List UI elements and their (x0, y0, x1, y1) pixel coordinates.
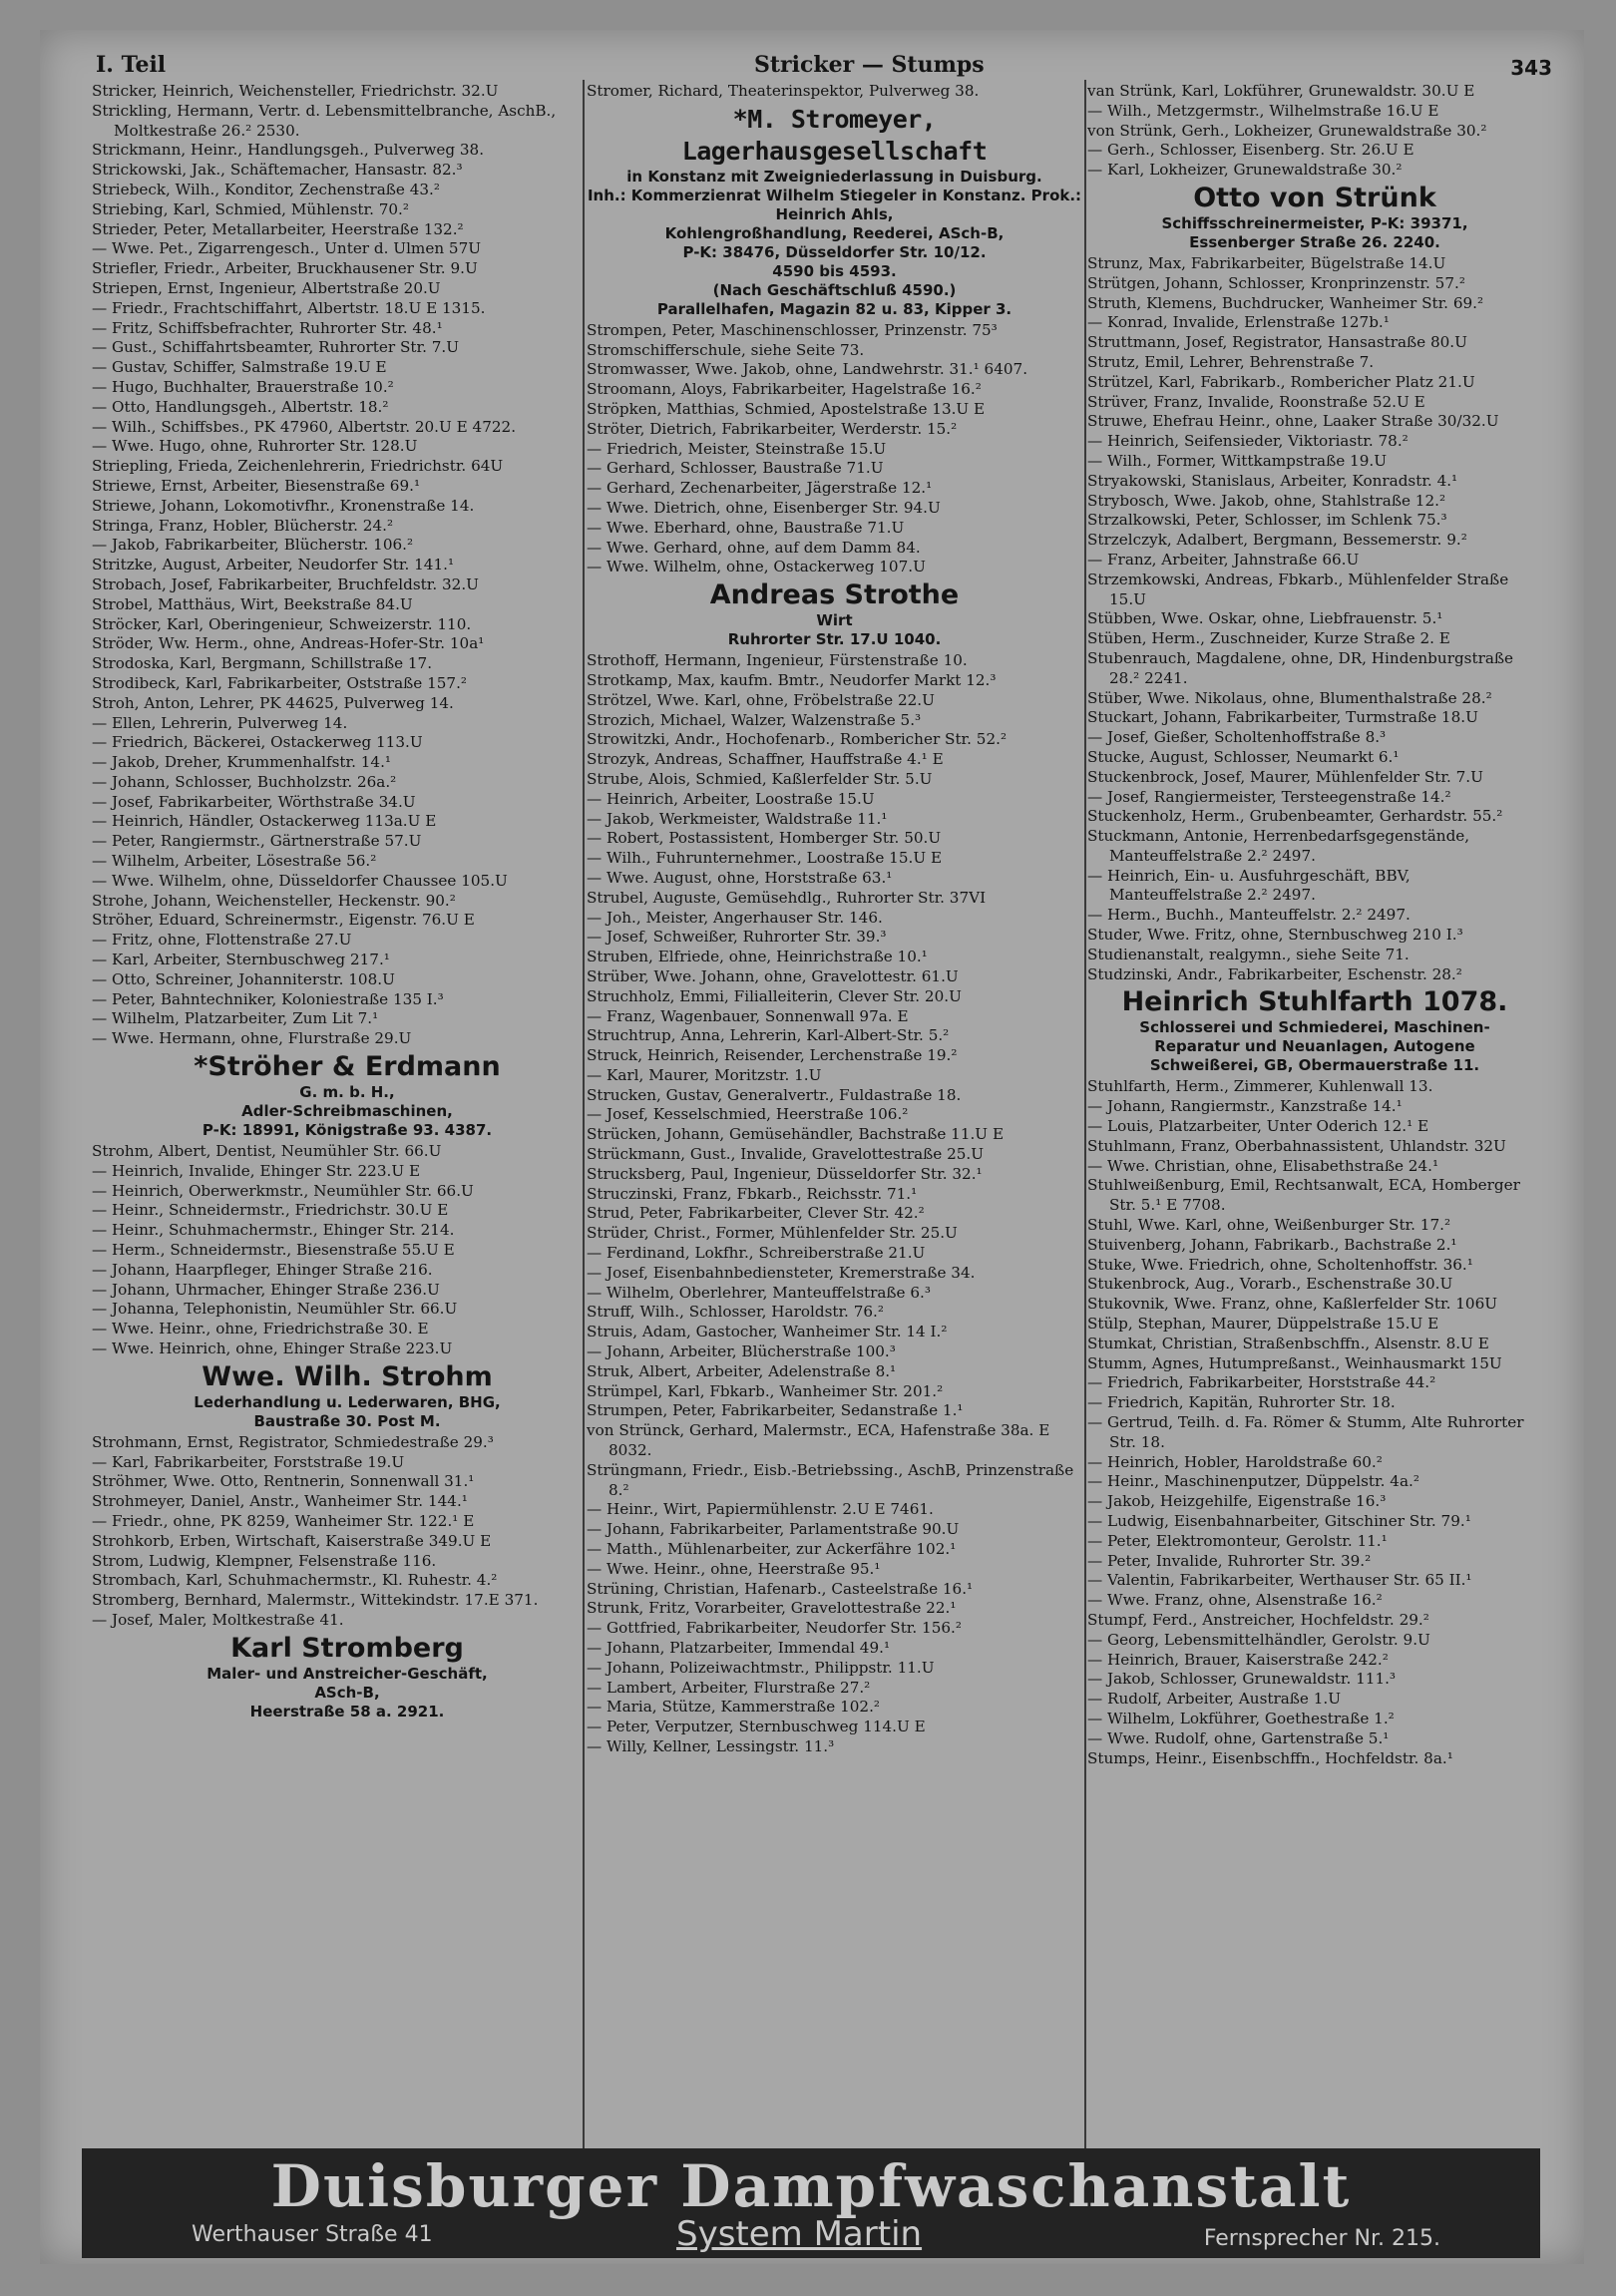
business-advertisement (587, 104, 1082, 319)
directory-entry: — Ellen, Lehrerin, Pulverweg 14. (92, 713, 348, 732)
directory-entry: — Joh., Meister, Angerhauser Str. 146. (587, 908, 883, 927)
directory-entry: Strickmann, Heinr., Handlungsgeh., Pulverweg 38. (92, 141, 485, 160)
directory-entry: Stuhlfarth, Herm., Zimmerer, Kuhlenwall 13. (1087, 1077, 1433, 1096)
advertisement-line: Kohlengroßhandlung, Reederei, ASch-B, (664, 223, 1005, 242)
directory-entry: — Wwe. Franz, ohne, Alsenstraße 16.² (1087, 1591, 1383, 1610)
directory-entry: Studer, Wwe. Fritz, ohne, Sternbuschweg 210 I.³ (1087, 926, 1463, 945)
advertisement-line: Heerstraße 58 a. 2921. (249, 1702, 445, 1721)
directory-entry: Strötzel, Wwe. Karl, ohne, Fröbelstraße 22.U (587, 690, 935, 709)
directory-entry: — Wwe. Hugo, ohne, Ruhrorter Str. 128.U (92, 437, 418, 456)
advertisement-line: Inh.: Kommerzienrat Wilhelm Stiegeler in Konstanz. Prok.: Heinrich Ahls, (587, 186, 1082, 223)
directory-entry: — Wwe. Wilhelm, ohne, Ostackerweg 107.U (587, 558, 926, 576)
directory-entry: Striefler, Friedr., Arbeiter, Bruckhausener Str. 9.U (92, 259, 478, 278)
directory-entry: Strucksberg, Paul, Ingenieur, Düsseldorfer Str. 32.¹ (587, 1164, 983, 1183)
directory-entry: Strotkamp, Max, kaufm. Bmtr., Neudorfer Markt 12.³ (587, 670, 997, 689)
directory-entry: — Wwe. Rudolf, ohne, Gartenstraße 5.¹ (1087, 1728, 1390, 1747)
directory-entry: Struff, Wilh., Schlosser, Haroldstr. 76.² (587, 1303, 884, 1322)
directory-entry: — Wwe. Dietrich, ohne, Eisenberger Str. 94.U (587, 498, 941, 517)
directory-entry: Studienanstalt, realgymn., siehe Seite 71. (1087, 945, 1410, 963)
directory-entry: Stroh, Anton, Lehrer, PK 44625, Pulverweg 14. (92, 693, 454, 712)
directory-entry: — Wilhelm, Oberlehrer, Manteuffelstraße 6.³ (587, 1283, 931, 1302)
directory-entry: Ströhmer, Wwe. Otto, Rentnerin, Sonnenwall 31.¹ (92, 1472, 475, 1491)
directory-entry: — Josef, Kesselschmied, Heerstraße 106.² (587, 1105, 909, 1124)
business-advertisement (92, 1633, 603, 1722)
directory-entry: — Friedrich, Kapitän, Ruhrorter Str. 18. (1087, 1393, 1396, 1412)
directory-entry: Strickowski, Jak., Schäftemacher, Hansastr. 82.³ (92, 161, 463, 180)
advertisement-name: Otto von Strünk (1193, 182, 1436, 213)
directory-entry: — Georg, Lebensmittelhändler, Gerolstr. 9.U (1087, 1630, 1430, 1649)
directory-entry: Strutz, Emil, Lehrer, Behrenstraße 7. (1087, 352, 1375, 371)
directory-entry: — Ferdinand, Lokfhr., Schreiberstraße 21.U (587, 1244, 926, 1263)
directory-entry: — Friedrich, Meister, Steinstraße 15.U (587, 439, 887, 458)
directory-entry: — Robert, Postassistent, Homberger Str. 50.U (587, 829, 942, 848)
directory-entry: — Peter, Rangiermstr., Gärtnerstraße 57.U (92, 832, 422, 851)
directory-entry: Striepling, Frieda, Zeichenlehrerin, Friedrichstr. 64U (92, 457, 504, 476)
running-head: Stricker — Stumps (754, 52, 985, 78)
directory-entry: Stromer, Richard, Theaterinspektor, Pulverweg 38. (587, 82, 980, 100)
directory-entry: — Heinr., Schuhmachermstr., Ehinger Str. 214. (92, 1221, 455, 1240)
banner-address: Werthauser Straße 41 (192, 2222, 433, 2247)
directory-entry: — Wwe. Heinrich, ohne, Ehinger Straße 223.U (92, 1339, 453, 1358)
directory-entry: Strozyk, Andreas, Schaffner, Hauffstraße 4.¹ E (587, 750, 944, 769)
directory-entry: Stringa, Franz, Hobler, Blücherstr. 24.² (92, 516, 394, 535)
advertisement-line: Lederhandlung u. Lederwaren, BHG, (194, 1392, 501, 1411)
directory-entry: Stumps, Heinr., Eisenbschffn., Hochfeldstr. 8a.¹ (1087, 1748, 1453, 1767)
directory-entry: — Wilhelm, Platzarbeiter, Zum Lit 7.¹ (92, 1009, 379, 1028)
directory-entry: Struczinski, Franz, Fbkarb., Reichsstr. 71.¹ (587, 1184, 918, 1203)
directory-entry: Stuke, Wwe. Friedrich, ohne, Scholtenhoffstr. 36.¹ (1087, 1255, 1473, 1274)
directory-entry: Stromwasser, Wwe. Jakob, ohne, Landwehrstr. 31.¹ 6407. (587, 360, 1028, 379)
directory-entry: Strütgen, Johann, Schlosser, Kronprinzenstr. 57.² (1087, 273, 1465, 292)
advertisement-line: Wirt (816, 611, 853, 630)
directory-entry: Stubenrauch, Magdalene, ohne, DR, Hindenburgstraße 28.² 2241. (1087, 648, 1514, 687)
directory-entry: Strucken, Gustav, Generalvertr., Fuldastraße 18. (587, 1085, 962, 1104)
directory-entry: — Gerhard, Zechenarbeiter, Jägerstraße 12.¹ (587, 479, 933, 498)
directory-entry: — Konrad, Invalide, Erlenstraße 127b.¹ (1087, 313, 1390, 332)
directory-entry: Stuhlweißenburg, Emil, Rechtsanwalt, ECA, Homberger Str. 5.¹ E 7708. (1087, 1176, 1520, 1215)
directory-entry: — Wwe. Heinr., ohne, Heerstraße 95.¹ (587, 1559, 881, 1578)
directory-entry: — Josef, Eisenbahnbediensteter, Kremerstraße 34. (587, 1263, 976, 1282)
directory-entry: Striewe, Johann, Lokomotivfhr., Kronenstraße 14. (92, 496, 475, 515)
directory-entry: — Heinrich, Hobler, Haroldstraße 60.² (1087, 1452, 1383, 1471)
directory-entry: — Jakob, Fabrikarbeiter, Blücherstr. 106.² (92, 536, 414, 555)
directory-entry: — Lambert, Arbeiter, Flurstraße 27.² (587, 1678, 871, 1697)
directory-entry: Stroomann, Aloys, Fabrikarbeiter, Hagelstraße 16.² (587, 380, 982, 399)
banner-phone: Fernsprecher Nr. 215. (1203, 2226, 1440, 2251)
advertisement-name: Karl Stromberg (230, 1632, 464, 1664)
directory-entry: Stukenbrock, Aug., Vorarb., Eschenstraße 30.U (1087, 1275, 1453, 1294)
directory-entry: Stuckmann, Antonie, Herrenbedarfsgegenstände, Manteuffelstraße 2.² 2497. (1087, 827, 1470, 865)
directory-entry: — Johann, Polizeiwachtmstr., Philippstr. 11.U (587, 1658, 935, 1677)
directory-entry: Ströter, Dietrich, Fabrikarbeiter, Werderstr. 15.² (587, 419, 958, 438)
directory-entry: — Wilhelm, Arbeiter, Lösestraße 56.² (92, 852, 377, 871)
advertisement-line: Schweißerei, GB, Obermauerstraße 11. (1149, 1056, 1480, 1075)
directory-entry: Ströher, Eduard, Schreinermstr., Eigenstr. 76.U E (92, 911, 475, 930)
advertisement-name: *M. Stromeyer, Lagerhausgesellschaft (681, 104, 988, 166)
directory-entry: — Wwe. Gerhard, ohne, auf dem Damm 84. (587, 538, 921, 557)
directory-entry: Strüngmann, Friedr., Eisb.-Betriebssing., AschB, Prinzenstraße 8.² (587, 1460, 1074, 1499)
directory-entry: — Johann, Uhrmacher, Ehinger Straße 236.U (92, 1280, 440, 1299)
directory-entry: — Johann, Haarpfleger, Ehinger Straße 216. (92, 1260, 433, 1279)
directory-entry: Strunk, Fritz, Vorarbeiter, Gravelottestraße 22.¹ (587, 1599, 957, 1618)
advertisement-line: G. m. b. H., (299, 1083, 395, 1102)
directory-entry: Strüver, Franz, Invalide, Roonstraße 52.U E (1087, 392, 1425, 411)
directory-entry: Strüder, Christ., Former, Mühlenfelder Str. 25.U (587, 1224, 958, 1243)
directory-entry: — Friedrich, Fabrikarbeiter, Horststraße 44.² (1087, 1373, 1436, 1392)
advertisement-line: Ruhrorter Str. 17.U 1040. (727, 630, 942, 649)
directory-entry: Strozich, Michael, Walzer, Walzenstraße 5.³ (587, 710, 922, 729)
directory-entry: — Wilh., Fuhrunternehmer., Loostraße 15.U E (587, 849, 943, 868)
directory-entry: — Josef, Schweißer, Ruhrorter Str. 39.³ (587, 928, 887, 947)
advertisement-line: Maler- und Anstreicher-Geschäft, (206, 1664, 488, 1683)
directory-entry: Struttmann, Josef, Registrator, Hansastraße 80.U (1087, 333, 1467, 352)
directory-entry: Stuhlmann, Franz, Oberbahnassistent, Uhlandstr. 32U (1087, 1136, 1506, 1155)
advertisement-name: Andreas Strothe (709, 579, 960, 611)
directory-entry: Striepen, Ernst, Ingenieur, Albertstraße 20.U (92, 278, 441, 297)
directory-entry: — Gust., Schiffahrtsbeamter, Ruhrorter Str. 7.U (92, 338, 460, 357)
directory-entry: — Gottfried, Fabrikarbeiter, Neudorfer Str. 156.² (587, 1619, 962, 1638)
business-advertisement (92, 1051, 603, 1140)
directory-entry: Strombach, Karl, Schuhmachermstr., Kl. Ruhestr. 4.² (92, 1571, 498, 1590)
directory-column-1 (92, 82, 603, 2156)
directory-entry: — Louis, Platzarbeiter, Unter Oderich 12.¹ E (1087, 1117, 1429, 1136)
business-advertisement (92, 1361, 603, 1431)
advertisement-line: Essenberger Straße 26. 2240. (1189, 232, 1440, 251)
directory-entry: — Karl, Fabrikarbeiter, Forststraße 19.U (92, 1452, 405, 1471)
directory-entry: — Otto, Handlungsgeh., Albertstr. 18.² (92, 397, 389, 416)
advertisement-line: Adler-Schreibmaschinen, (241, 1102, 453, 1121)
directory-entry: — Johann, Arbeiter, Blücherstraße 100.³ (587, 1342, 896, 1361)
directory-entry: — Wwe. August, ohne, Horststraße 63.¹ (587, 868, 893, 887)
directory-entry: — Fritz, ohne, Flottenstraße 27.U (92, 931, 352, 950)
directory-entry: Strücken, Johann, Gemüsehändler, Bachstraße 11.U E (587, 1125, 1005, 1144)
directory-entry: — Valentin, Fabrikarbeiter, Werthauser Str. 65 II.¹ (1087, 1571, 1472, 1590)
advertisement-line: P-K: 18991, Königstraße 93. 4387. (202, 1121, 493, 1140)
section-label: I. Teil (96, 52, 167, 78)
directory-entry: Stumkat, Christian, Straßenbschffn., Alsenstr. 8.U E (1087, 1334, 1489, 1352)
directory-entry: — Fritz, Schiffsbefrachter, Ruhrorter Str. 48.¹ (92, 318, 443, 337)
directory-entry: — Wwe. Hermann, ohne, Flurstraße 29.U (92, 1029, 412, 1048)
advertisement-line: 4590 bis 4593. (772, 261, 897, 280)
directory-entry: — Gerh., Schlosser, Eisenberg. Str. 26.U E (1087, 141, 1414, 160)
directory-entry: Strohe, Johann, Weichensteller, Heckenstr. 90.² (92, 891, 456, 910)
directory-page (40, 30, 1584, 2264)
directory-entry: Strothoff, Hermann, Ingenieur, Fürstenstraße 10. (587, 651, 968, 670)
directory-entry: Strobach, Josef, Fabrikarbeiter, Bruchfeldstr. 32.U (92, 574, 479, 593)
directory-entry: — Karl, Arbeiter, Sternbuschweg 217.¹ (92, 951, 390, 969)
directory-entry: Strohkorb, Erben, Wirtschaft, Kaiserstraße 349.U E (92, 1531, 492, 1550)
directory-entry: Stülp, Stephan, Maurer, Düppelstraße 15.U E (1087, 1315, 1439, 1334)
directory-entry: — Herm., Buchh., Manteuffelstr. 2.² 2497. (1087, 906, 1411, 925)
directory-entry: Strumpen, Peter, Fabrikarbeiter, Sedanstraße 1.¹ (587, 1401, 964, 1420)
directory-entry: Strohmeyer, Daniel, Anstr., Wanheimer Str. 144.¹ (92, 1492, 468, 1511)
directory-entry: — Wilh., Schiffsbes., PK 47960, Albertstr. 20.U E 4722. (92, 417, 517, 436)
directory-entry: Stucke, August, Schlosser, Neumarkt 6.¹ (1087, 747, 1400, 766)
directory-entry: Strzalkowski, Peter, Schlosser, im Schlenk 75.³ (1087, 511, 1447, 530)
directory-entry: — Otto, Schreiner, Johanniterstr. 108.U (92, 969, 395, 988)
directory-entry: — Karl, Maurer, Moritzstr. 1.U (587, 1065, 822, 1084)
directory-entry: — Franz, Arbeiter, Jahnstraße 66.U (1087, 550, 1360, 569)
directory-entry: Ströcker, Karl, Oberingenieur, Schweizerstr. 110. (92, 614, 472, 633)
advertisement-banner (82, 2148, 1540, 2258)
directory-entry: — Jakob, Werkmeister, Waldstraße 11.¹ (587, 809, 888, 828)
directory-entry: Striebing, Karl, Schmied, Mühlenstr. 70.² (92, 199, 409, 218)
directory-entry: Stüber, Wwe. Nikolaus, ohne, Blumenthalstraße 28.² (1087, 688, 1492, 707)
directory-entry: Strickling, Hermann, Vertr. d. Lebensmittelbranche, AschB., Moltkestraße 26.² 2530. (92, 101, 557, 140)
directory-entry: — Wilh., Metzgermstr., Wilhelmstraße 16.U E (1087, 101, 1439, 120)
directory-entry: Strompen, Peter, Maschinenschlosser, Prinzenstr. 75³ (587, 320, 998, 339)
directory-entry: Stuhl, Wwe. Karl, ohne, Weißenburger Str. 17.² (1087, 1216, 1451, 1235)
directory-entry: — Peter, Bahntechniker, Koloniestraße 135 I.³ (92, 989, 444, 1008)
directory-entry: Strüning, Christian, Hafenarb., Casteelstraße 16.¹ (587, 1579, 974, 1598)
directory-entry: Strzemkowski, Andreas, Fbkarb., Mühlenfelder Straße 15.U (1087, 570, 1509, 608)
directory-entry: Stuivenberg, Johann, Fabrikarb., Bachstraße 2.¹ (1087, 1235, 1457, 1254)
directory-entry: — Gerhard, Schlosser, Baustraße 71.U (587, 459, 884, 478)
advertisement-line: (Nach Geschäftschluß 4590.) (712, 280, 957, 299)
directory-entry: — Herm., Schneidermstr., Biesenstraße 55.U E (92, 1241, 455, 1260)
directory-entry: — Heinrich, Brauer, Kaiserstraße 242.² (1087, 1650, 1389, 1669)
directory-entry: von Strünck, Gerhard, Malermstr., ECA, Hafenstraße 38a. E 8032. (587, 1421, 1050, 1460)
directory-column-2 (587, 82, 1082, 2156)
directory-entry: Stumm, Agnes, Hutumpreßanst., Weinhausmarkt 15U (1087, 1353, 1502, 1372)
directory-entry: — Gustav, Schiffer, Salmstraße 19.U E (92, 358, 387, 377)
directory-entry: — Peter, Invalide, Ruhrorter Str. 39.² (1087, 1551, 1372, 1570)
directory-entry: Ströder, Ww. Herm., ohne, Andreas-Hofer-Str. 10a¹ (92, 634, 485, 653)
directory-entry: Stritzke, August, Arbeiter, Neudorfer Str. 141.¹ (92, 556, 455, 574)
directory-entry: Struwe, Ehefrau Heinr., ohne, Laaker Straße 30/32.U (1087, 412, 1499, 431)
directory-entry: Strieder, Peter, Metallarbeiter, Heerstraße 132.² (92, 219, 464, 238)
business-advertisement (587, 579, 1082, 649)
directory-entry: — Maria, Stütze, Kammerstraße 102.² (587, 1698, 881, 1717)
directory-entry: — Peter, Verputzer, Sternbuschweg 114.U E (587, 1718, 926, 1736)
advertisement-name: *Ströher & Erdmann (194, 1051, 501, 1083)
page-number: 343 (1510, 56, 1552, 80)
directory-entry: — Johann, Rangiermstr., Kanzstraße 14.¹ (1087, 1097, 1403, 1116)
advertisement-line: Schiffsschreinermeister, P-K: 39371, (1161, 213, 1468, 232)
directory-entry: — Hugo, Buchhalter, Brauerstraße 10.² (92, 377, 394, 396)
directory-entry: Stukovnik, Wwe. Franz, ohne, Kaßlerfelder Str. 106U (1087, 1295, 1498, 1314)
directory-entry: von Strünk, Gerh., Lokheizer, Grunewaldstraße 30.² (1087, 121, 1487, 140)
directory-entry: — Wwe. Christian, ohne, Elisabethstraße 24.¹ (1087, 1156, 1439, 1175)
directory-entry: — Heinrich, Invalide, Ehinger Str. 223.U E (92, 1161, 421, 1180)
directory-entry: Ströpken, Matthias, Schmied, Apostelstraße 13.U E (587, 399, 986, 418)
directory-entry: — Matth., Mühlenarbeiter, zur Ackerfähre 102.¹ (587, 1540, 957, 1559)
advertisement-line: ASch-B, (314, 1683, 380, 1702)
directory-entry: Struchtrup, Anna, Lehrerin, Karl-Albert-Str. 5.² (587, 1026, 950, 1045)
directory-column-3 (1087, 82, 1542, 2156)
directory-entry: Strützel, Karl, Fabrikarb., Rombericher Platz 21.U (1087, 372, 1475, 391)
directory-entry: Stromschifferschule, siehe Seite 73. (587, 340, 865, 359)
directory-entry: Strodoska, Karl, Bergmann, Schillstraße 17. (92, 654, 433, 673)
directory-entry: — Josef, Fabrikarbeiter, Wörthstraße 34.U (92, 792, 416, 811)
directory-entry: Stuckenholz, Herm., Grubenbeamter, Gerhardstr. 55.² (1087, 807, 1503, 826)
directory-entry: Struk, Albert, Arbeiter, Adelenstraße 8.¹ (587, 1361, 897, 1380)
directory-entry: — Johanna, Telephonistin, Neumühler Str. 66.U (92, 1300, 458, 1319)
advertisement-name: Heinrich Stuhlfarth 1078. (1121, 986, 1508, 1018)
directory-entry: — Wilhelm, Lokführer, Goethestraße 1.² (1087, 1709, 1395, 1727)
directory-entry: — Heinrich, Arbeiter, Loostraße 15.U (587, 789, 875, 808)
directory-entry: — Peter, Elektromonteur, Gerolstr. 11.¹ (1087, 1531, 1388, 1550)
directory-entry: — Willy, Kellner, Lessingstr. 11.³ (587, 1736, 835, 1755)
directory-entry: — Rudolf, Arbeiter, Austraße 1.U (1087, 1690, 1342, 1709)
business-advertisement (1087, 183, 1542, 252)
directory-entry: Strowitzki, Andr., Hochofenarb., Rombericher Str. 52.² (587, 730, 1008, 749)
directory-entry: Strud, Peter, Fabrikarbeiter, Clever Str. 42.² (587, 1204, 925, 1223)
advertisement-line: Reparatur und Neuanlagen, Autogene (1154, 1037, 1475, 1056)
directory-entry: — Jakob, Heizgehilfe, Eigenstraße 16.³ (1087, 1492, 1387, 1511)
advertisement-line: Parallelhafen, Magazin 82 u. 83, Kipper 3. (656, 299, 1012, 318)
advertisement-line: Baustraße 30. Post M. (253, 1411, 441, 1430)
directory-entry: Stromberg, Bernhard, Malermstr., Wittekindstr. 17.E 371. (92, 1591, 539, 1610)
directory-entry: — Wilh., Former, Wittkampstraße 19.U (1087, 451, 1387, 470)
advertisement-name: Wwe. Wilh. Strohm (202, 1360, 493, 1392)
directory-entry: — Wwe. Eberhard, ohne, Baustraße 71.U (587, 518, 905, 537)
directory-entry: van Strünk, Karl, Lokführer, Grunewaldstr. 30.U E (1087, 82, 1475, 100)
directory-entry: — Ludwig, Eisenbahnarbeiter, Gitschiner Str. 79.¹ (1087, 1512, 1471, 1530)
directory-entry: Struis, Adam, Gastocher, Wanheimer Str. 14 I.² (587, 1323, 948, 1341)
directory-entry: — Johann, Fabrikarbeiter, Parlamentstraße 90.U (587, 1520, 960, 1539)
directory-entry: Strybosch, Wwe. Jakob, ohne, Stahlstraße 12.² (1087, 491, 1446, 510)
directory-entry: Struchholz, Emmi, Filialleiterin, Clever Str. 20.U (587, 986, 962, 1005)
directory-entry: Stuckart, Johann, Fabrikarbeiter, Turmstraße 18.U (1087, 708, 1478, 727)
directory-entry: — Johann, Platzarbeiter, Immendal 49.¹ (587, 1639, 891, 1657)
directory-entry: — Johann, Schlosser, Buchholzstr. 26a.² (92, 772, 397, 791)
directory-entry: — Friedrich, Bäckerei, Ostackerweg 113.U (92, 733, 423, 752)
business-advertisement (1087, 986, 1542, 1075)
directory-entry: — Friedr., ohne, PK 8259, Wanheimer Str. 122.¹ E (92, 1512, 475, 1530)
directory-entry: Strunz, Max, Fabrikarbeiter, Bügelstraße 14.U (1087, 253, 1446, 272)
banner-system: System Martin (676, 2214, 923, 2254)
directory-entry: — Wwe. Pet., Zigarrengesch., Unter d. Ulmen 57U (92, 239, 482, 258)
directory-entry: — Friedr., Frachtschiffahrt, Albertstr. 18.U E 1315. (92, 298, 486, 317)
directory-entry: — Josef, Maler, Moltkestraße 41. (92, 1610, 344, 1629)
directory-entry: Stübben, Wwe. Oskar, ohne, Liebfrauenstr. 5.¹ (1087, 609, 1443, 628)
directory-entry: Striewe, Ernst, Arbeiter, Biesenstraße 69.¹ (92, 476, 421, 495)
directory-entry: Struck, Heinrich, Reisender, Lerchenstraße 19.² (587, 1046, 958, 1065)
directory-entry: Strodibeck, Karl, Fabrikarbeiter, Oststraße 157.² (92, 673, 467, 692)
directory-entry: Strube, Alois, Schmied, Kaßlerfelder Str. 5.U (587, 769, 933, 788)
directory-entry: Strückmann, Gust., Invalide, Gravelottestraße 25.U (587, 1145, 985, 1164)
directory-entry: Stryakowski, Stanislaus, Arbeiter, Konradstr. 4.¹ (1087, 471, 1458, 490)
directory-entry: — Gertrud, Teilh. d. Fa. Römer & Stumm, Alte Ruhrorter Str. 18. (1087, 1413, 1524, 1451)
directory-entry: Struth, Klemens, Buchdrucker, Wanheimer Str. 69.² (1087, 293, 1484, 312)
advertisement-line: in Konstanz mit Zweigniederlassung in Duisburg. (626, 167, 1042, 186)
directory-entry: Stüben, Herm., Zuschneider, Kurze Straße 2. E (1087, 629, 1450, 648)
directory-entry: — Heinrich, Seifensieder, Viktoriastr. 78.² (1087, 432, 1409, 451)
directory-entry: — Jakob, Schlosser, Grunewaldstr. 111.³ (1087, 1670, 1397, 1689)
directory-entry: Struben, Elfriede, ohne, Heinrichstraße 10.¹ (587, 948, 928, 966)
directory-entry: Striebeck, Wilh., Konditor, Zechenstraße 43.² (92, 180, 440, 198)
directory-entry: — Heinrich, Händler, Ostackerweg 113a.U E (92, 812, 437, 831)
directory-entry: — Heinrich, Oberwerkmstr., Neumühler Str. 66.U (92, 1181, 474, 1200)
advertisement-line: Schlosserei und Schmiederei, Maschinen- (1139, 1018, 1490, 1037)
directory-entry: Strom, Ludwig, Klempner, Felsenstraße 116. (92, 1551, 437, 1570)
banner-title: Duisburger Dampfwaschanstalt (270, 2152, 1352, 2220)
column-divider (1084, 80, 1086, 2154)
directory-entry: — Josef, Gießer, Scholtenhoffstraße 8.³ (1087, 728, 1387, 747)
directory-entry: Stuckenbrock, Josef, Maurer, Mühlenfelder Str. 7.U (1087, 767, 1483, 786)
directory-entry: Strüber, Wwe. Johann, ohne, Gravelottestr. 61.U (587, 966, 959, 985)
directory-entry: Strohm, Albert, Dentist, Neumühler Str. 66.U (92, 1142, 442, 1161)
directory-entry: Strobel, Matthäus, Wirt, Beekstraße 84.U (92, 594, 413, 613)
directory-entry: Studzinski, Andr., Fabrikarbeiter, Eschenstr. 28.² (1087, 964, 1462, 983)
directory-entry: — Wwe. Wilhelm, ohne, Düsseldorfer Chaussee 105.U (92, 871, 508, 890)
directory-entry: — Heinr., Wirt, Papiermühlenstr. 2.U E 7461. (587, 1500, 934, 1519)
directory-entry: Strohmann, Ernst, Registrator, Schmiedestraße 29.³ (92, 1432, 494, 1451)
directory-entry: — Karl, Lokheizer, Grunewaldstraße 30.² (1087, 161, 1403, 180)
directory-entry: Strzelczyk, Adalbert, Bergmann, Bessemerstr. 9.² (1087, 531, 1467, 550)
directory-entry: — Heinrich, Ein- u. Ausfuhrgeschäft, BBV, Manteuffelstraße 2.² 2497. (1087, 866, 1411, 905)
directory-entry: Strümpel, Karl, Fbkarb., Wanheimer Str. 201.² (587, 1381, 944, 1400)
directory-entry: Stumpf, Ferd., Anstreicher, Hochfeldstr. 29.² (1087, 1610, 1429, 1629)
directory-entry: Strubel, Auguste, Gemüsehdlg., Ruhrorter Str. 37VI (587, 888, 987, 907)
directory-entry: — Franz, Wagenbauer, Sonnenwall 97a. E (587, 1006, 909, 1025)
directory-entry: Stricker, Heinrich, Weichensteller, Friedrichstr. 32.U (92, 82, 499, 100)
directory-entry: — Heinr., Schneidermstr., Friedrichstr. 30.U E (92, 1201, 449, 1220)
directory-entry: — Wwe. Heinr., ohne, Friedrichstraße 30. E (92, 1320, 429, 1339)
directory-entry: — Josef, Rangiermeister, Tersteegenstraße 14.² (1087, 787, 1451, 806)
directory-entry: — Jakob, Dreher, Krummenhalfstr. 14.¹ (92, 753, 391, 772)
directory-entry: — Heinr., Maschinenputzer, Düppelstr. 4a.² (1087, 1472, 1419, 1491)
advertisement-line: P-K: 38476, Düsseldorfer Str. 10/12. (682, 242, 987, 261)
